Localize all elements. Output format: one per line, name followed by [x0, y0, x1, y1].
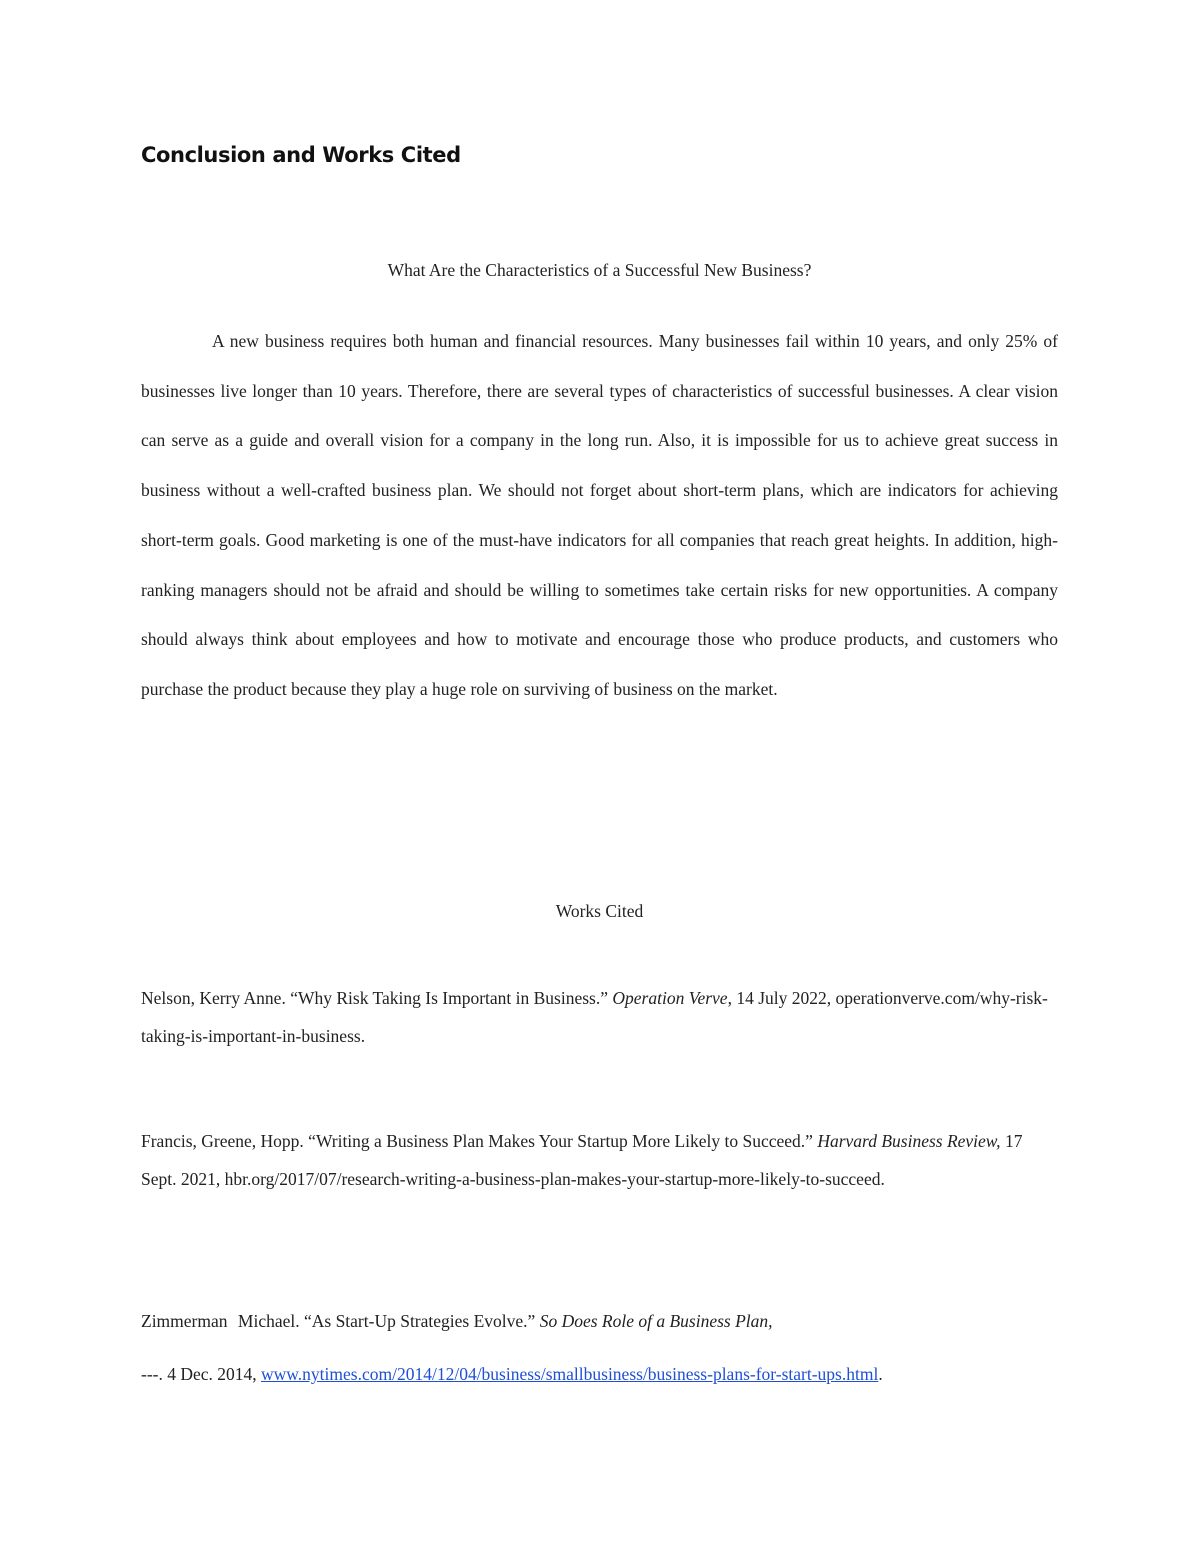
page-heading: Conclusion and Works Cited: [141, 143, 461, 167]
essay-title: What Are the Characteristics of a Successful New Business?: [387, 260, 812, 280]
citation-tail: , 14 July 2022, operationverve.com/why-risk-taking-is-important-in-business.: [141, 988, 1048, 1046]
citation-nelson: [141, 980, 1058, 1055]
citation-container: Harvard Business Review,: [817, 1131, 1001, 1151]
citation-author: Zimmerman: [141, 1311, 228, 1331]
citation-lead: Nelson, Kerry Anne. “Why Risk Taking Is Important in Business.”: [141, 988, 613, 1008]
nytimes-link[interactable]: www.nytimes.com/2014/12/04/business/smallbusiness/business-plans-for-start-ups.html: [261, 1364, 879, 1384]
citation-zimmerman-continued: [141, 1356, 1058, 1394]
citation-lead: ---. 4 Dec. 2014,: [141, 1364, 262, 1384]
works-cited-title: Works Cited: [555, 901, 644, 921]
citation-francis: [141, 1123, 1058, 1198]
citation-container: So Does Role of a Business Plan,: [539, 1311, 773, 1331]
citation-tail: 17 Sept. 2021, hbr.org/2017/07/research-writing-a-business-plan-makes-your-startup-more-likely-to-succeed.: [141, 1131, 1023, 1189]
citation-lead: Michael. “As Start-Up Strategies Evolve.”: [237, 1311, 540, 1331]
essay-paragraph: A new business requires both human and financial resources. Many businesses fail within 10 years, and only 25% of businesses live longer than 10 years. Therefore, there are several types of characteristics of successful businesses. A clear vision can serve as a guide and overall vision for a company in the long run. Also, it is impossible for us to achieve great success in business without a well-crafted business plan. We should not forget about short-term plans, which are indicators for achieving short-term goals. Good marketing is one of the must-have indicators for all companies that reach great heights. In addition, high-ranking managers should not be afraid and should be willing to sometimes take certain risks for new opportunities. A company should always think about employees and how to motivate and encourage those who produce products, and customers who purchase the product because they play a huge role on surviving of business on the market.: [141, 331, 1058, 699]
citation-lead: Francis, Greene, Hopp. “Writing a Business Plan Makes Your Startup More Likely to Succeed.”: [141, 1131, 818, 1151]
citation-zimmerman: [141, 1303, 1058, 1341]
citation-tail: .: [878, 1364, 883, 1384]
citation-container: Operation Verve: [612, 988, 728, 1008]
